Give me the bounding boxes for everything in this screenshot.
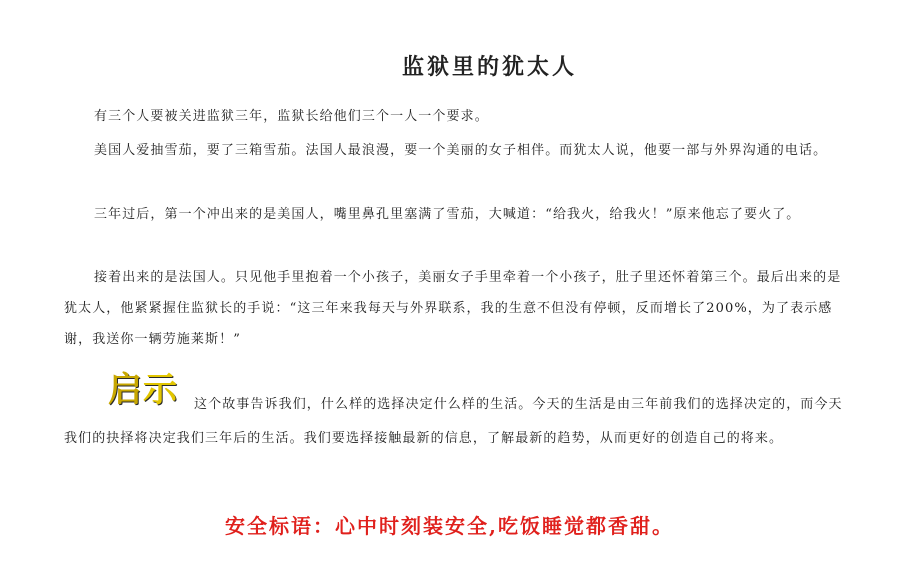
safety-slogan: 安全标语：心中时刻装安全,吃饭睡觉都香甜。 bbox=[225, 514, 674, 538]
paragraph-requests: 美国人爱抽雪茄，要了三箱雪茄。法国人最浪漫，要一个美丽的女子相伴。而犹太人说，他要一部与外界沟通的电话。 bbox=[94, 143, 828, 158]
insight-label-char-2: 示 bbox=[143, 370, 178, 410]
document-title: 监狱里的犹太人 bbox=[401, 54, 577, 80]
paragraph-french-jewish: 接着出来的是法国人。只见他手里抱着一个小孩子，美丽女子手里牵着一个小孩子，肚子里还怀着第三个。最后出来的是犹太人，他紧紧握住监狱长的手说：“这三年来我每天与外界联系，我的生意不但没有停顿，反而增长了200%，为了表示感谢，我送你一辆劳施莱斯！” bbox=[64, 270, 842, 347]
paragraph-american: 三年过后，第一个冲出来的是美国人，嘴里鼻孔里塞满了雪茄，大喊道：“给我火，给我火！”原来他忘了要火了。 bbox=[94, 207, 801, 222]
insight-label-char-1: 启 bbox=[108, 370, 143, 410]
paragraph-intro: 有三个人要被关进监狱三年，监狱长给他们三个一人一个要求。 bbox=[94, 109, 489, 124]
insight-text: 这个故事告诉我们，什么样的选择决定什么样的生活。今天的生活是由三年前我们的选择决定的，而今天我们的抉择将决定我们三年后的生活。我们要选择接触最新的信息，了解最新的趋势，从而更好的创造自己的将来。 bbox=[64, 397, 843, 446]
insight-label bbox=[108, 370, 178, 410]
